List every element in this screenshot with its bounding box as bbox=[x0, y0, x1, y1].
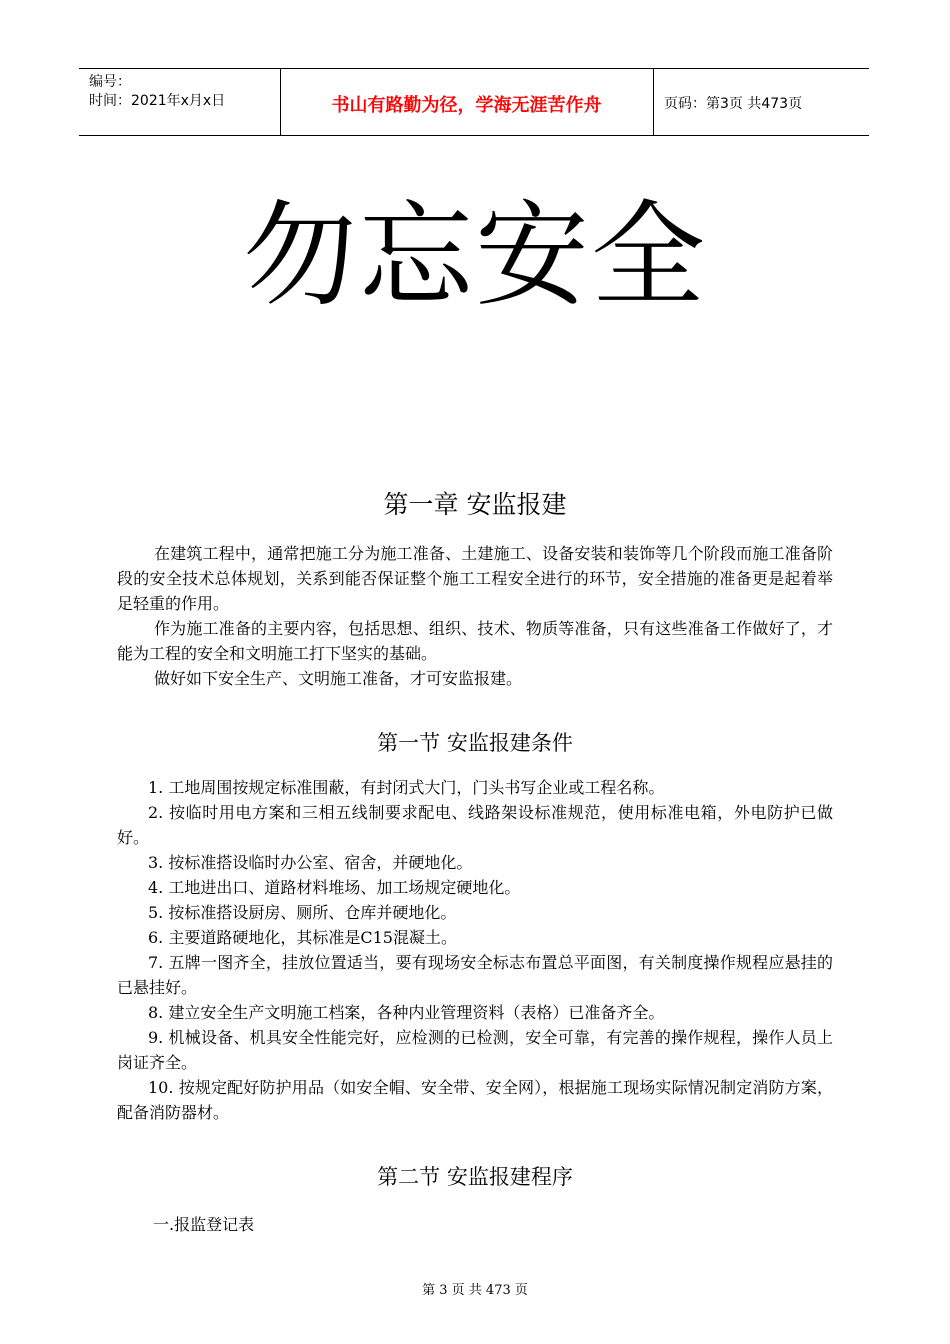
header-meta bbox=[89, 73, 225, 111]
list-item: 8. 建立安全生产文明施工档案，各种内业管理资料（表格）已准备齐全。 bbox=[148, 1003, 665, 1022]
document-date-label: 时间：2021年x月x日 bbox=[89, 93, 226, 109]
list-item: 10. 按规定配好防护用品（如安全帽、安全带、安全网），根据施工现场实际情况制定消防方案，配备消防器材。 bbox=[117, 1078, 833, 1122]
page-footer: 第 3 页 共 473 页 bbox=[422, 1283, 528, 1298]
page-title: 勿忘安全 bbox=[242, 189, 707, 322]
list-item: 6. 主要道路硬地化，其标准是C15混凝土。 bbox=[148, 928, 457, 947]
condition-list bbox=[117, 775, 833, 1125]
list-item: 7. 五牌一图齐全，挂放位置适当，要有现场安全标志布置总平面图，有关制度操作规程应悬挂的已悬挂好。 bbox=[117, 953, 833, 997]
chapter-intro bbox=[117, 541, 833, 691]
chapter-heading: 第一章 安监报建 bbox=[383, 490, 567, 519]
list-item: 9. 机械设备、机具安全性能完好，应检测的已检测，安全可靠，有完善的操作规程，操作人员上岗证齐全。 bbox=[117, 1028, 833, 1072]
paragraph: 作为施工准备的主要内容，包括思想、组织、技术、物质等准备，只有这些准备工作做好了，才能为工程的安全和文明施工打下坚实的基础。 bbox=[117, 619, 833, 663]
list-item: 3. 按标准搭设临时办公室、宿舍，并硬地化。 bbox=[148, 853, 473, 872]
header-motto: 书山有路勤为径，学海无涯苦作舟 bbox=[331, 95, 602, 116]
document-number-label: 编号： bbox=[89, 74, 131, 90]
list-item: 1. 工地周围按规定标准围蔽，有封闭式大门，门头书写企业或工程名称。 bbox=[148, 778, 665, 797]
list-item: 5. 按标准搭设厨房、厕所、仓库并硬地化。 bbox=[148, 903, 457, 922]
section-heading: 第一节 安监报建条件 bbox=[377, 731, 573, 755]
list-item: 4. 工地进出口、道路材料堆场、加工场规定硬地化。 bbox=[148, 878, 521, 897]
section-heading: 第二节 安监报建程序 bbox=[377, 1165, 573, 1189]
paragraph: 做好如下安全生产、文明施工准备，才可安监报建。 bbox=[154, 669, 523, 688]
list-item: 2. 按临时用电方案和三相五线制要求配电、线路架设标准规范，使用标准电箱，外电防护已做好。 bbox=[117, 803, 833, 847]
subsection-heading: 一.报监登记表 bbox=[153, 1215, 255, 1234]
header-page-info: 页码：第3页 共473页 bbox=[664, 96, 803, 112]
document-header bbox=[79, 68, 869, 136]
paragraph: 在建筑工程中，通常把施工分为施工准备、土建施工、设备安装和装饰等几个阶段而施工准备阶段的安全技术总体规划，关系到能否保证整个施工工程安全进行的环节，安全措施的准备更是起着举足轻重的作用。 bbox=[117, 544, 833, 613]
header-divider bbox=[653, 69, 654, 135]
